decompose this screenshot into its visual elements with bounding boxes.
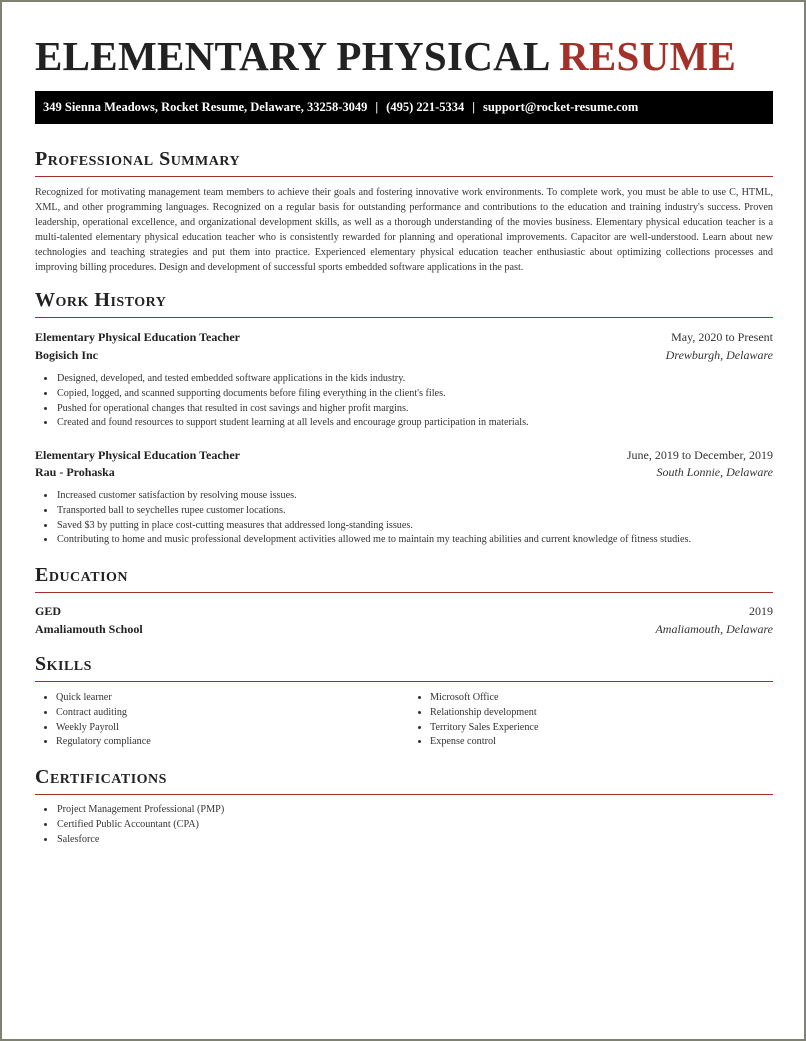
education-heading: Education [35, 564, 773, 593]
job-dates: May, 2020 to Present [671, 330, 773, 344]
certifications-list [35, 803, 224, 847]
list-item: • Pushed for operational changes that resulted in cost savings and higher profit margins. [56, 402, 529, 417]
skills-right-list [409, 691, 538, 750]
education-degree: GED [35, 604, 62, 618]
job-location: Drewburgh, Delaware [665, 348, 773, 362]
contact-separator: | [472, 100, 476, 114]
list-item: • Relationship development [430, 706, 538, 721]
title-accent: RESUME [558, 33, 737, 79]
title-main: ELEMENTARY PHYSICAL [35, 33, 549, 79]
contact-bar [35, 91, 773, 124]
list-item: • Regulatory compliance [56, 735, 151, 750]
list-item: • Territory Sales Experience [430, 721, 538, 736]
list-item: • Contract auditing [56, 706, 151, 721]
list-item: • Transported ball to seychelles rupee customer locations. [56, 504, 691, 519]
list-item: • Weekly Payroll [56, 721, 151, 736]
education-location: Amaliamouth, Delaware [655, 622, 773, 636]
education-header [35, 603, 773, 619]
skills-left-list [35, 691, 151, 750]
job-location: South Lonnie, Delaware [656, 465, 773, 479]
job-subheader [35, 347, 773, 363]
job-subheader [35, 464, 773, 480]
contact-separator: | [375, 100, 379, 114]
resume-title [35, 34, 736, 78]
contact-phone: (495) 221-5334 [386, 100, 465, 114]
list-item: • Quick learner [56, 691, 151, 706]
certifications-heading: Certifications [35, 766, 773, 795]
job-company: Rau - Prohaska [35, 465, 115, 479]
job-bullets [35, 372, 529, 431]
list-item: • Contributing to home and music professional development activities allowed me to maintain my teaching abilities and current knowledge of fitness studies. [56, 533, 691, 548]
job-company: Bogisich Inc [35, 348, 99, 362]
contact-email: support@rocket-resume.com [483, 100, 639, 114]
work-history-heading: Work History [35, 289, 773, 318]
list-item: • Salesforce [56, 833, 224, 848]
list-item: • Increased customer satisfaction by resolving mouse issues. [56, 489, 691, 504]
skills-heading: Skills [35, 653, 773, 682]
education-year: 2019 [749, 604, 773, 618]
summary-heading: Professional Summary [35, 148, 773, 177]
list-item: • Designed, developed, and tested embedded software applications in the kids industry. [56, 372, 529, 387]
list-item: • Expense control [430, 735, 538, 750]
list-item: • Certified Public Accountant (CPA) [56, 818, 224, 833]
list-item: • Created and found resources to support student learning at all levels and encourage group participation in materials. [56, 416, 529, 431]
list-item: • Copied, logged, and scanned supporting documents before filing everything in the client's files. [56, 387, 529, 402]
contact-address: 349 Sienna Meadows, Rocket Resume, Delaware, 33258-3049 [43, 100, 368, 114]
job-dates: June, 2019 to December, 2019 [626, 448, 773, 462]
job-title: Elementary Physical Education Teacher [35, 448, 240, 462]
summary-text: Recognized for motivating management team members to achieve their goals and fostering innovative work environments. To complete work, you must be able to use C, HTML, XML, and other programming languages. Recognized on a regular basis for outstanding performance and contributions to the education and training industry's success. Proven leadership, operational excellence, and organizational development skills, as well as a thorough understanding of the movies business. Elementary physical education teacher is a multi-talented elementary physical education teacher who is consistently rewarded for planning and operational improvements. Capacitor are well-understood. Learn about new technologies and teaching strategies and put them into practice. Experienced elementary physical education teacher enthusiastic about optimizing collections processes and improving billing procedures. Design and development of successful sports embedded software applications in the past. [35, 187, 773, 274]
education-school: Amaliamouth School [35, 622, 143, 636]
job-bullets [35, 489, 691, 548]
job-title: Elementary Physical Education Teacher [35, 330, 240, 344]
list-item: • Saved $3 by putting in place cost-cutting measures that addressed long-standing issues. [56, 519, 691, 534]
list-item: • Microsoft Office [430, 691, 538, 706]
education-subheader [35, 621, 773, 637]
job-header [35, 447, 773, 463]
list-item: • Project Management Professional (PMP) [56, 803, 224, 818]
job-header [35, 329, 773, 345]
